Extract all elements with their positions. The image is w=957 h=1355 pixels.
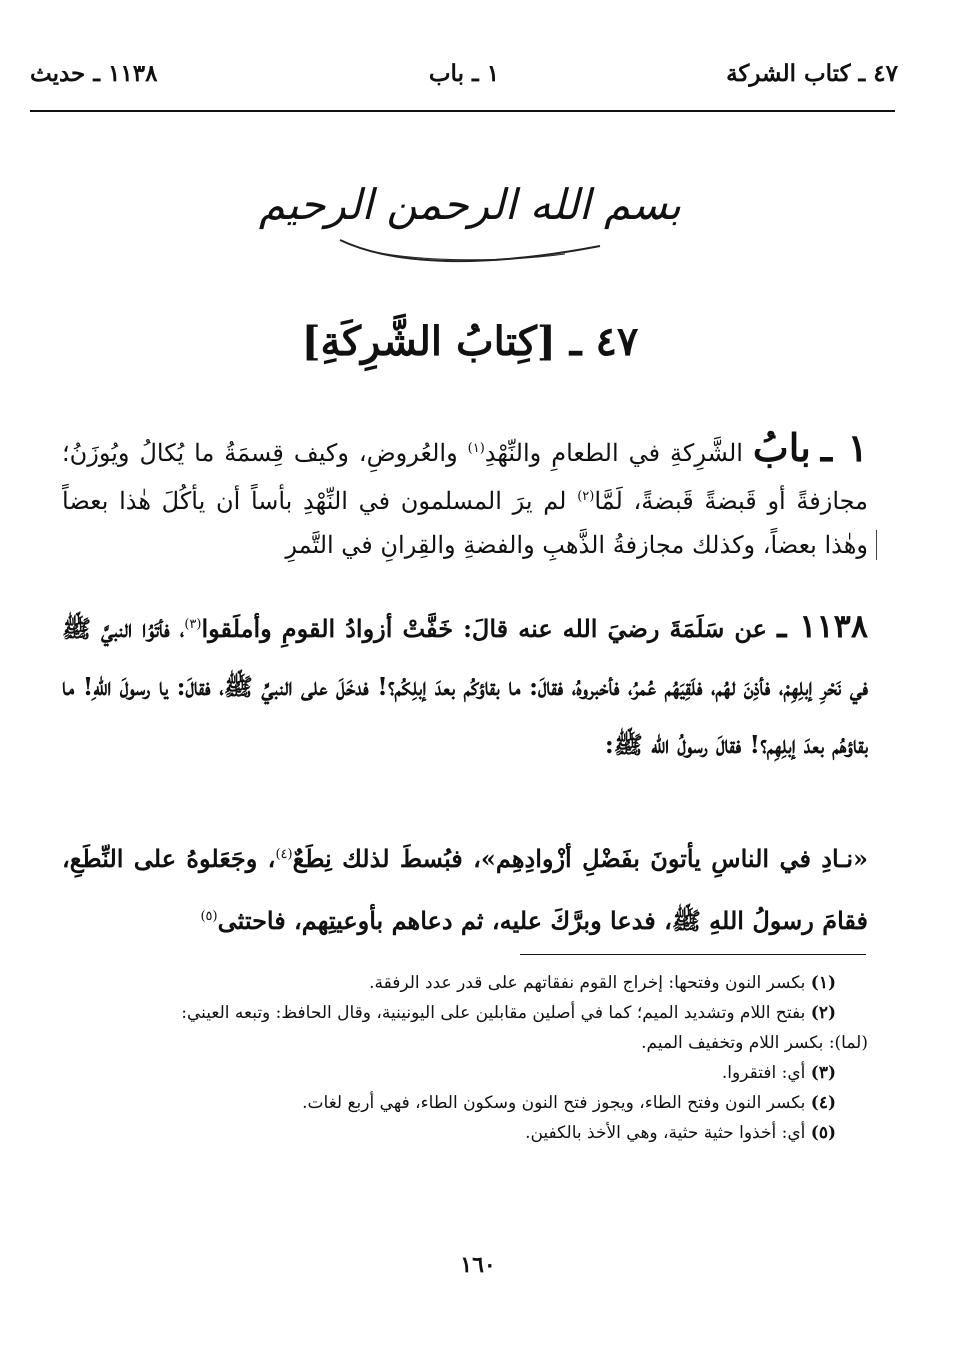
footnote-divider [520,954,866,955]
chapter-text: الشَّرِكةِ في الطعامِ والنِّهْدِ [484,439,743,467]
header-chapter: ١ ـ باب [428,60,500,87]
footnote-text: أي: أخذوا حثية حثية، وهي الأخذ بالكفين. [525,1123,806,1143]
footnote-marker: (٥) [810,1123,836,1143]
footnote [30,998,868,1028]
hadith-text: ، فأتَوُا النبيَّ ﷺ في نَحْرِ إبلِهِمْ، فأذِنَ لهُم، فلَقِيَهُم عُمرُ، فأخبروهُ، فقالَ: ما بقاؤكُم بعدَ إبلِكُم؟! فدخَلَ على النبيِّ ﷺ، فقالَ: يا رسولَ اللهِ! ما بقاؤهُم بعدَ إبلِهِم؟! فقالَ رسولُ الله ﷺ: [62,614,868,759]
footnote-ref: (٥) [200,909,218,924]
header-divider [30,110,895,112]
chapter-text: لم يرَ المسلمون في النِّهْدِ بأساً أن يأكُلَ هٰذا بعضاً وهٰذا بعضاً، وكذلك مجازفةُ الذَّهبِ والفضةِ والقِرانِ في التَّمرِ [62,487,868,559]
hadith-paragraph [62,596,868,774]
footnote-text: بكسر النون وفتحها: إخراج القوم نفقاتهم على قدر عدد الرفقة. [369,973,806,993]
footnote-ref: (٣) [184,617,202,632]
header-book-title: ٤٧ ـ كتاب الشركة [726,60,898,87]
margin-mark [876,530,877,560]
footnote-text: بكسر النون وفتح الطاء، ويجوز فتح النون وسكون الطاء، فهي أربع لغات. [302,1093,806,1113]
hadith-number: ١١٣٨ ـ [777,607,869,645]
footnote [30,1118,868,1148]
footnote-text: أي: افتقروا. [721,1063,806,1083]
footnote-marker: (٢) [810,1003,836,1023]
quote-text: ، وجَعَلوهُ على النِّطَعِ، فقامَ رسولُ اللهِ ﷺ، فدعا وبرَّكَ عليه، ثم دعاهم بأوعيتِهم، فاحتثى [62,844,868,935]
running-header [30,52,898,92]
hadith-text: عن سَلَمَةَ رضيَ الله عنه قالَ: خَفَّتْ أزوادُ القومِ وأملَقوا [201,614,767,643]
quote-text: «نـادِ في الناسِ يأتونَ بفَضْلِ أزْوادِهِم»، فبُسطَ لذلك نِطَعٌ [292,844,868,873]
footnote-ref: (١) [467,441,485,456]
footnotes [30,968,868,1148]
book-title: ٤٧ ـ [كِتابُ الشَّرِكَةِ] [301,318,639,365]
basmala-calligraphy: بسم الله الرحمن الرحيم [258,180,682,229]
footnote [30,1088,868,1118]
footnote-text: بفتح اللام وتشديد الميم؛ كما في أصلين مقابلين على اليونينية، وقال الحافظ: وتبعه العيني: [181,1003,806,1023]
footnote-marker: (٣) [810,1063,836,1083]
footnote [30,1058,868,1088]
footnote-marker: (٤) [810,1093,836,1113]
header-hadith-number: ١١٣٨ ـ حديث [30,60,158,87]
footnote-ref: (٢) [577,489,595,504]
footnote-marker: (١) [810,973,836,993]
prophetic-quote-paragraph [62,826,868,950]
footnote-text: (لما): بكسر اللام وتخفيف الميم. [641,1033,868,1053]
footnote-ref: (٤) [275,847,293,862]
chapter-heading-paragraph [62,426,868,567]
chapter-number: ١ ـ [820,425,868,470]
chapter-label: بابُ [752,425,811,470]
page-number: ١٦٠ [460,1252,496,1278]
chapter-text: والعُروضِ، وكيف قِسمَةُ ما يُكالُ ويُوزَنُ؛ مجازفةً أو قَبضةً قَبضةً، لَمَّا [62,439,868,515]
footnote [30,968,868,998]
basmala-flourish-icon [335,232,605,272]
footnote-continuation [30,1028,868,1058]
